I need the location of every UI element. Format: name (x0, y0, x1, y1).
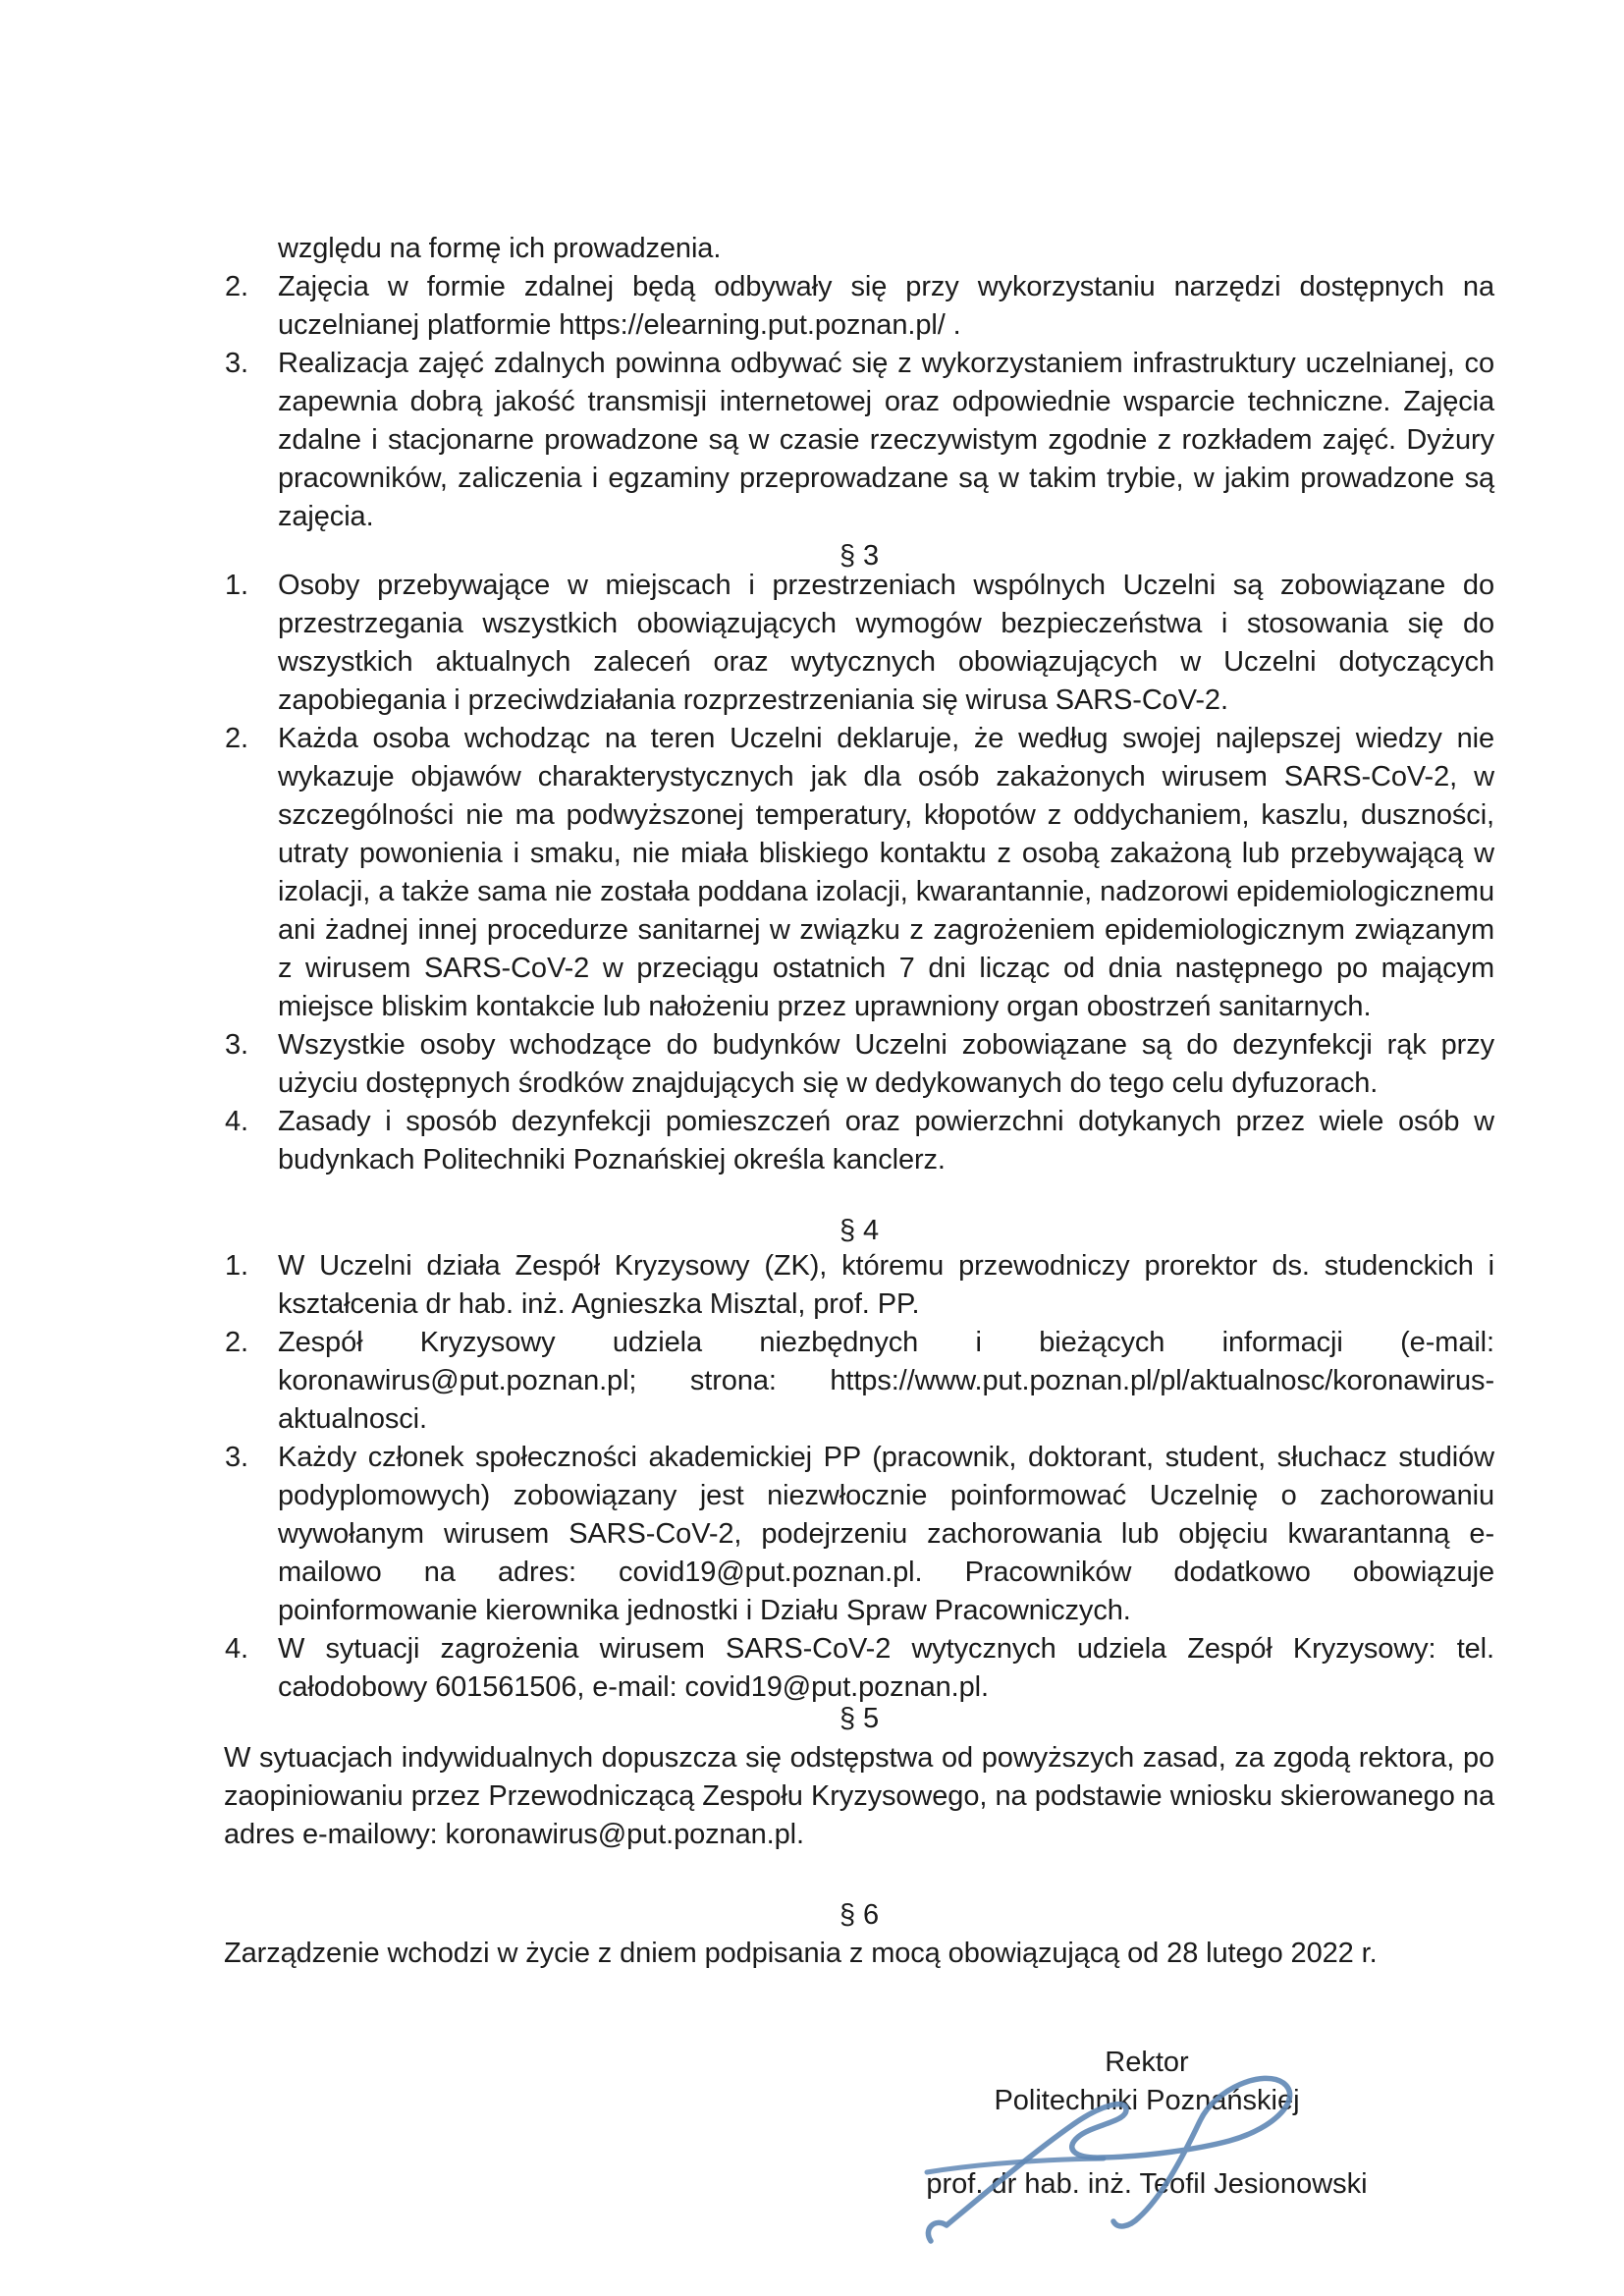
list-item-number: 2. (225, 723, 248, 754)
list-item-text: Wszystkie osoby wchodzące do budynków Uczelni zobowiązane są do dezynfekcji rąk przy użyciu dostępnych środków znajdujących się w dedykowanych do tego celu dyfuzorach. (278, 1029, 1494, 1099)
list-item-number: 3. (225, 348, 248, 379)
list-item-text: Każda osoba wchodząc na teren Uczelni deklaruje, że według swojej najlepszej wiedzy nie wykazuje objawów charakterystycznych jak dla osób zakażonych wirusem SARS-CoV-2, w szczególności nie ma podwyższonej temperatury, kłopotów z oddychaniem, kaszlu, duszności, utraty powonienia i smaku, nie miała bliskiego kontaktu z osobą zakażoną lub przebywającą w izolacji, a także sama nie została poddana izolacji, kwarantannie, nadzorowi epidemiologicznemu ani żadnej innej procedurze sanitarnej w związku z zagrożeniem epidemiologicznym związanym z wirusem SARS-CoV-2 w przeciągu ostatnich 7 dni licząc od dnia następnego po mającym miejsce bliskim kontakcie lub nałożeniu przez uprawniony organ obostrzeń sanitarnych. (278, 723, 1494, 1022)
list-item-number: 1. (225, 1250, 248, 1282)
list-item-number: 2. (225, 271, 248, 302)
list-item-text: Osoby przebywające w miejscach i przestrzeniach wspólnych Uczelni są zobowiązane do przestrzegania wszystkich obowiązujących wymogów bezpieczeństwa i stosowania się do wszystkich aktualnych zaleceń oraz wytycznych obowiązujących w Uczelni dotyczących zapobiegania i przeciwdziałania rozprzestrzeniania się wirusa SARS-CoV-2. (278, 570, 1494, 716)
list-item-text: Zespół Kryzysowy udziela niezbędnych i bieżących informacji (e-mail: koronawirus@put.poznan.pl; strona: https://www.put.poznan.pl/pl/aktualnosc/koronawirus-aktualnosci. (278, 1327, 1494, 1435)
list-item-number: 2. (225, 1327, 248, 1358)
list-item-number: 3. (225, 1442, 248, 1473)
section-6-heading: § 6 (839, 1899, 879, 1931)
section-4-list (224, 1247, 1494, 1707)
section-5-paragraph: W sytuacjach indywidualnych dopuszcza się odstępstwa od powyższych zasad, za zgodą rektora, po zaopiniowaniu przez Przewodniczącą Zespołu Kryzysowego, na podstawie wniosku skierowanego na adres e-mailowy: koronawirus@put.poznan.pl. (224, 1742, 1494, 1850)
list-item (224, 268, 1494, 345)
list-item (224, 1630, 1494, 1707)
intro-continuation-line: względu na formę ich prowadzenia. (278, 233, 722, 264)
list-item-text: Realizacja zajęć zdalnych powinna odbywać się z wykorzystaniem infrastruktury uczelnianej, co zapewnia dobrą jakość transmisji internetowej oraz odpowiednie wsparcie techniczne. Zajęcia zdalne i stacjonarne prowadzone są w czasie rzeczywistym zgodnie z rozkładem zajęć. Dyżury pracowników, zaliczenia i egzaminy przeprowadzane są w takim trybie, w jakim prowadzone są zajęcia. (278, 348, 1494, 532)
section-4-heading: § 4 (839, 1215, 879, 1246)
list-item (224, 1103, 1494, 1179)
signatory-name: prof. dr hab. inż. Teofil Jesionowski (926, 2168, 1368, 2200)
section-6-paragraph: Zarządzenie wchodzi w życie z dniem podpisania z mocą obowiązującą od 28 lutego 2022 r. (224, 1938, 1378, 1969)
list-item-text: Każdy członek społeczności akademickiej PP (pracownik, doktorant, student, słuchacz studiów podyplomowych) zobowiązany jest niezwłocznie poinformować Uczelnię o zachorowaniu wywołanym wirusem SARS-CoV-2, podejrzeniu zachorowania lub objęciu kwarantanną e-mailowo na adres: covid19@put.poznan.pl. Pracowników dodatkowo obowiązuje poinformowanie kierownika jednostki i Działu Spraw Pracowniczych. (278, 1442, 1494, 1626)
section-3-list (224, 567, 1494, 1179)
list-item (224, 1324, 1494, 1439)
list-item-text: W sytuacji zagrożenia wirusem SARS-CoV-2 wytycznych udziela Zespół Kryzysowy: tel. całodobowy 601561506, e-mail: covid19@put.poznan.pl. (278, 1633, 1494, 1703)
list-item-number: 1. (225, 570, 248, 601)
list-item (224, 1247, 1494, 1324)
list-item (224, 567, 1494, 720)
signature-block (803, 2044, 1490, 2120)
list-item-text: Zajęcia w formie zdalnej będą odbywały się przy wykorzystaniu narzędzi dostępnych na uczelnianej platformie https://elearning.put.poznan.pl/ . (278, 271, 1494, 341)
list-item (224, 345, 1494, 536)
list-item-number: 3. (225, 1029, 248, 1061)
list-item (224, 720, 1494, 1026)
section-5-heading: § 5 (839, 1703, 879, 1734)
signatory-institution: Politechniki Poznańskiej (994, 2085, 1300, 2116)
list-item-number: 4. (225, 1633, 248, 1665)
intro-list (224, 268, 1494, 536)
list-item-text: Zasady i sposób dezynfekcji pomieszczeń oraz powierzchni dotykanych przez wiele osób w budynkach Politechniki Poznańskiej określa kanclerz. (278, 1106, 1494, 1175)
section-3-heading: § 3 (839, 540, 879, 572)
list-item (224, 1026, 1494, 1103)
signatory-title: Rektor (1105, 2047, 1189, 2078)
list-item (224, 1439, 1494, 1630)
list-item-number: 4. (225, 1106, 248, 1137)
list-item-text: W Uczelni działa Zespół Kryzysowy (ZK), któremu przewodniczy prorektor ds. studenckich i kształcenia dr hab. inż. Agnieszka Misztal, prof. PP. (278, 1250, 1494, 1320)
